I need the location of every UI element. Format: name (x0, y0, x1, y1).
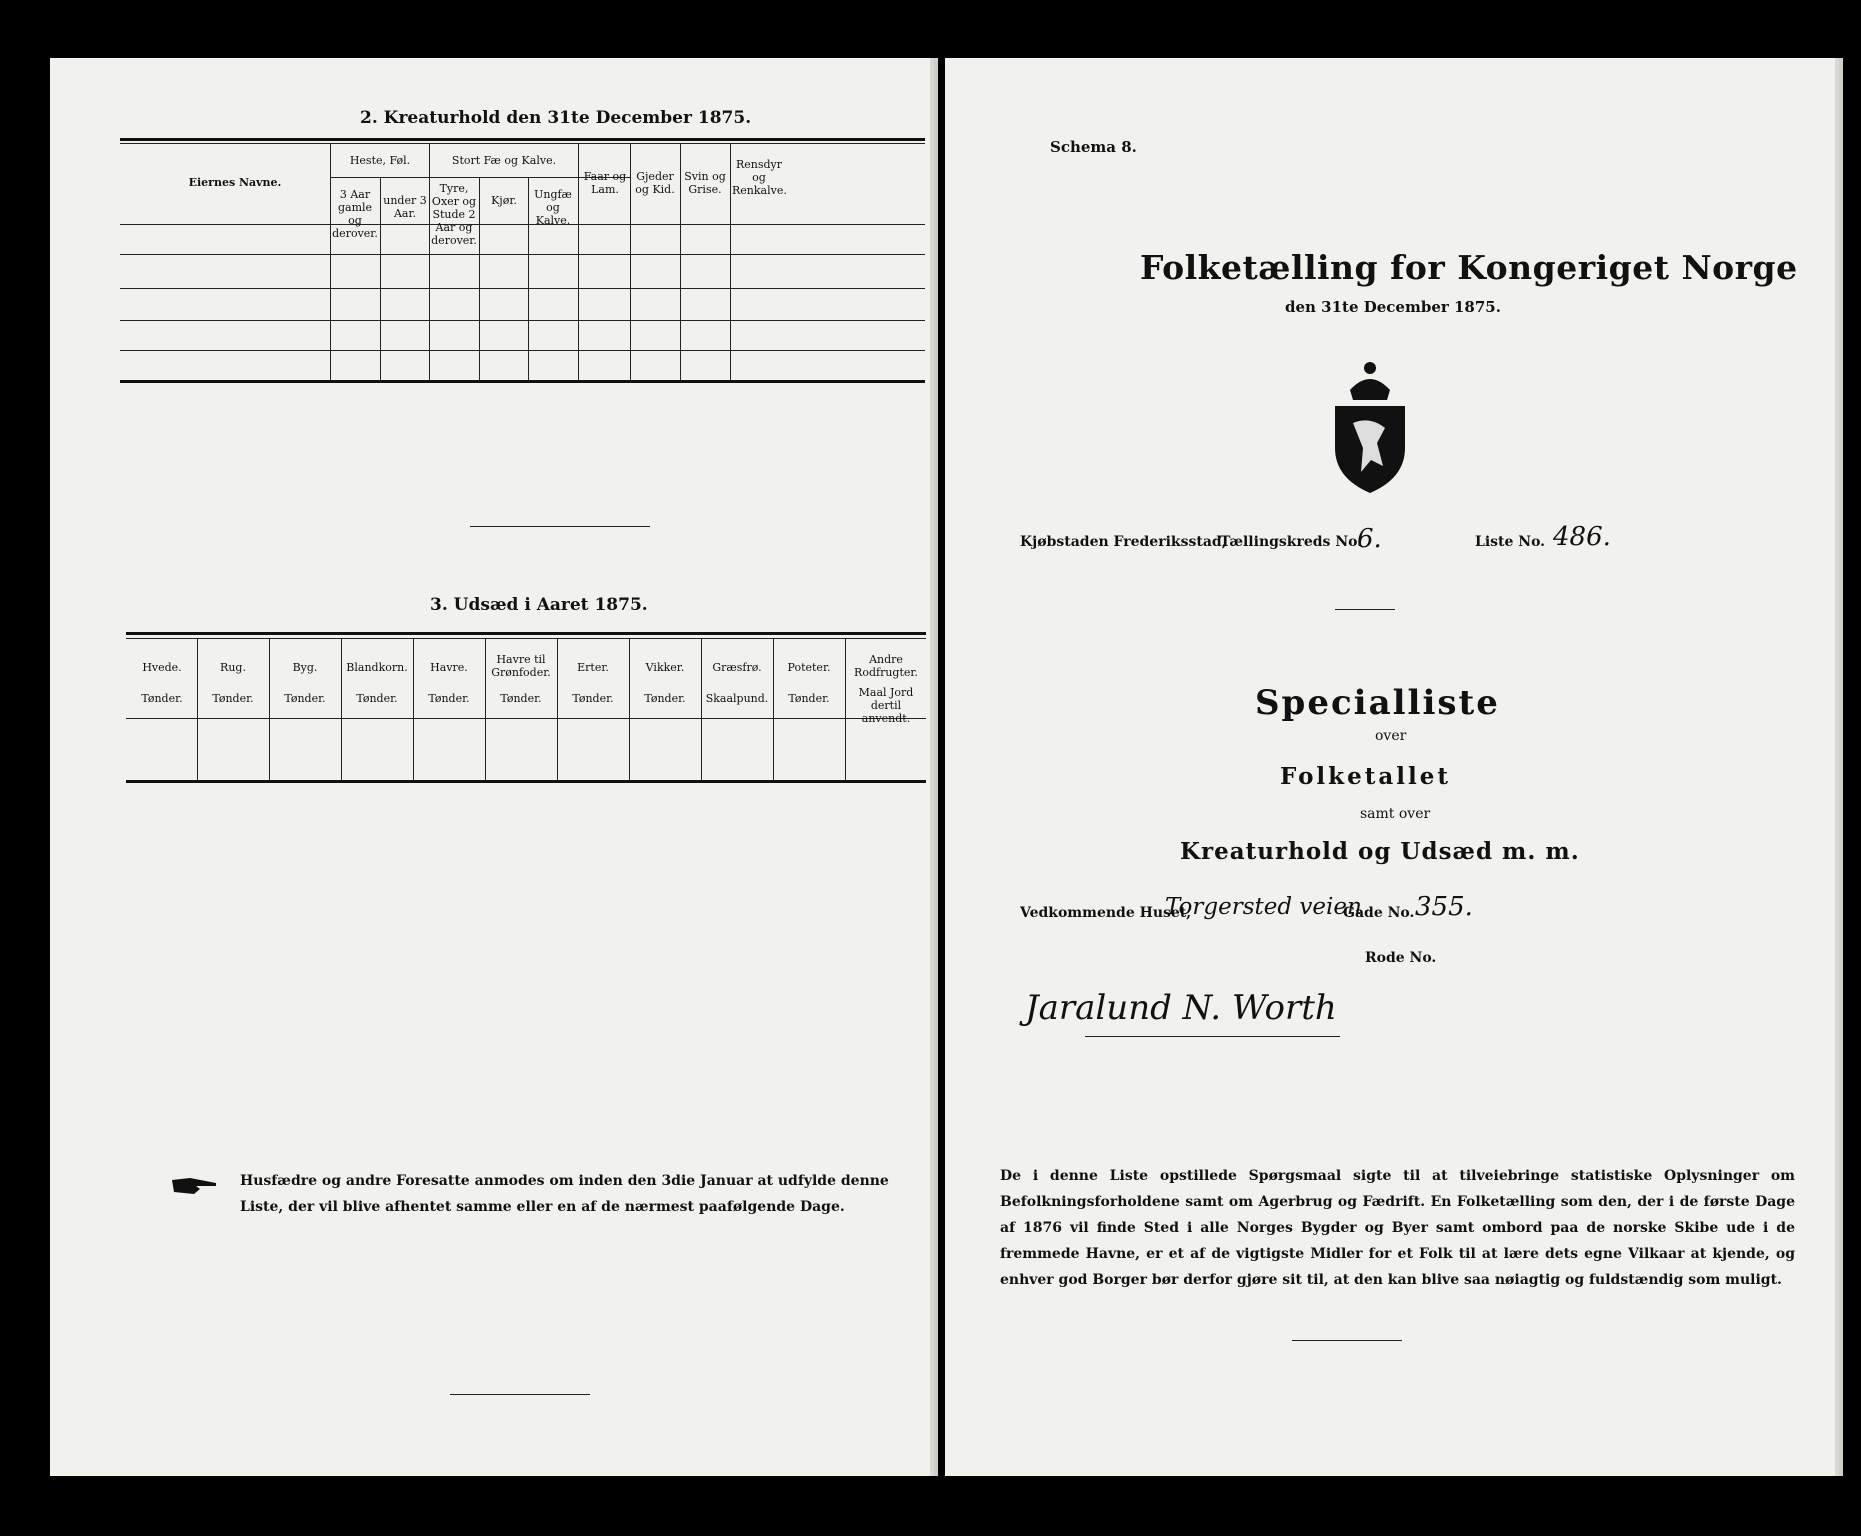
col-owner-names: Eiernes Navne. (188, 176, 282, 189)
udsaed-col-unit: Skaalpund. (705, 692, 769, 705)
over-text: over (1375, 728, 1407, 744)
rode-label: Rode No. (1365, 950, 1437, 966)
col-goats: Gjeder og Kid. (635, 170, 675, 196)
street-value: Torgersted veien (1165, 894, 1362, 920)
town-label: Kjøbstaden Frederiksstad, (1020, 534, 1227, 550)
udsaed-col-name: Græsfrø. (712, 661, 762, 674)
col-cattle-cows: Kjør. (491, 194, 517, 207)
footer-text: De i denne Liste opstillede Spørgsmaal sigte til at tilveiebringe statistiske Oplysninger om Befolkningsforholdene samt om Agerbrug og Fædrift. En Folketælling som den, der i de første Dage af 1876 vil finde Sted i alle Norges Bygder og Byer samt ombord paa de norske Skibe ude i de fremmede Havne, er et af de vigtigste Midler for et Folk til at lære dets egne Vilkaar at kjende, og enhver god Borger bør derfor gjøre sit til, at den kan blive saa nøiagtig og fuldstændig som muligt. (1000, 1168, 1795, 1288)
section2-title: 2. Kreaturhold den 31te December 1875. (360, 108, 752, 128)
udsaed-col-unit: Maal Jord dertil anvendt. (858, 686, 914, 725)
specialliste-title: Specialliste (1255, 683, 1500, 723)
udsaed-col-name: Havre. (430, 661, 468, 674)
district-value: 6. (1357, 524, 1382, 554)
pointing-hand-icon (170, 1174, 220, 1196)
table2-bottom-rule (120, 380, 925, 383)
udsaed-col-name: Erter. (577, 661, 609, 674)
udsaed-col-unit: Tønder. (356, 692, 398, 705)
udsaed-col-name: Havre til Grønfoder. (491, 653, 551, 679)
schema-label: Schema 8. (1050, 138, 1137, 156)
col-horses-3yr: 3 Aar gamle og derover. (332, 188, 378, 240)
list-value: 486. (1553, 522, 1611, 552)
col-cattle-bulls: Tyre, Oxer og Stude 2 Aar og derover. (431, 182, 477, 247)
bottom-divider (450, 1394, 590, 1395)
table3-top-rule (126, 632, 926, 635)
notice-text: Husfædre og andre Foresatte anmodes om inden den 3die Januar at udfylde denne Liste, der vil blive afhentet samme eller en af de nærmest paafølgende Dage. (240, 1173, 889, 1215)
udsaed-col-unit: Tønder. (788, 692, 830, 705)
right-page (945, 58, 1835, 1476)
udsaed-col-unit: Tønder. (500, 692, 542, 705)
gade-label: Gade No. (1343, 905, 1415, 921)
section3-title: 3. Udsæd i Aaret 1875. (430, 595, 648, 615)
col-horses-under3: under 3 Aar. (383, 194, 427, 220)
samt-over-text: samt over (1360, 806, 1431, 822)
udsaed-col-unit: Tønder. (644, 692, 686, 705)
col-cattle: Stort Fæ og Kalve. (451, 154, 557, 167)
udsaed-col-name: Byg. (292, 661, 318, 674)
col-horses: Heste, Føl. (349, 154, 411, 167)
udsaed-col-unit: Tønder. (428, 692, 470, 705)
udsaed-col-name: Blandkorn. (346, 661, 408, 674)
district-label: Tællingskreds No. (1220, 534, 1363, 550)
col-cattle-young: Ungfæ og Kalve. (534, 188, 572, 227)
table3-bottom-rule (126, 780, 926, 783)
udsaed-col-name: Poteter. (787, 661, 831, 674)
col-pigs: Svin og Grise. (684, 170, 726, 196)
col-sheep: Faar og Lam. (583, 170, 627, 196)
kreaturhold-text: Kreaturhold og Udsæd m. m. (1180, 838, 1580, 865)
udsaed-col-unit: Tønder. (572, 692, 614, 705)
udsaed-col-name: Andre Rodfrugter. (854, 653, 918, 679)
census-title: Folketælling for Kongeriget Norge (1140, 248, 1798, 287)
udsaed-col-unit: Tønder. (141, 692, 183, 705)
gade-value: 355. (1415, 892, 1473, 922)
folketallet-text: Folketallet (1280, 763, 1451, 790)
house-label: Vedkommende Huset, (1020, 905, 1192, 921)
left-page (50, 58, 930, 1476)
coat-of-arms-icon (1315, 348, 1425, 498)
col-reindeer: Rensdyr og Renkalve. (732, 158, 787, 197)
udsaed-col-name: Vikker. (645, 661, 685, 674)
udsaed-col-unit: Tønder. (212, 692, 254, 705)
signature: Jaralund N. Worth (1025, 988, 1337, 1028)
table2-top-rule (120, 138, 925, 141)
udsaed-col-unit: Tønder. (284, 692, 326, 705)
divider (470, 526, 650, 527)
udsaed-col-name: Hvede. (142, 661, 182, 674)
list-label: Liste No. (1475, 534, 1546, 550)
udsaed-col-name: Rug. (220, 661, 246, 674)
census-date: den 31te December 1875. (1285, 298, 1501, 316)
